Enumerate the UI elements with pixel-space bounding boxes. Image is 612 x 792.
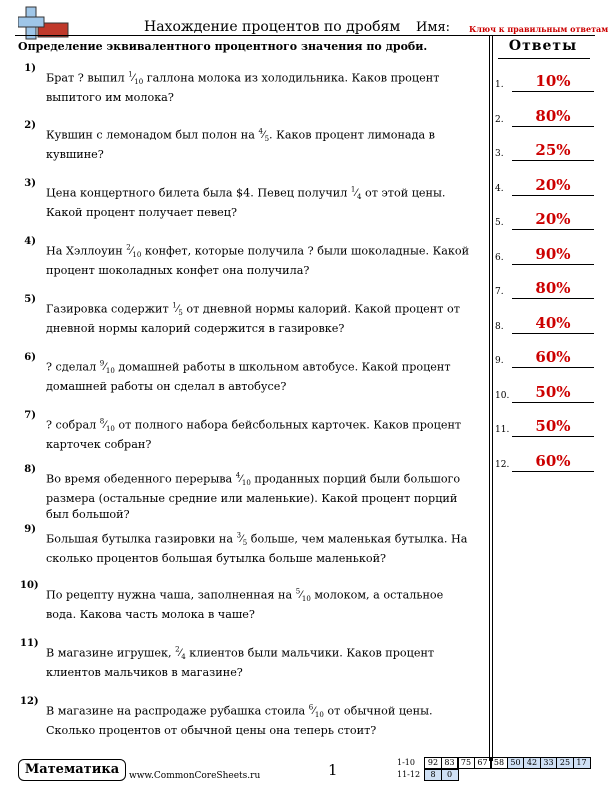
question-text-after: молоком, а остальное вода. Какова часть молока в чаше?	[46, 588, 444, 622]
question-number: 11)	[20, 638, 39, 649]
answer-value: 60%	[535, 348, 571, 366]
fraction-slash: ⁄	[313, 706, 315, 718]
question-number: 10)	[20, 580, 39, 591]
answer-line	[512, 367, 594, 368]
question-text	[46, 124, 476, 163]
fraction-denominator: 5	[178, 309, 183, 318]
fraction-denominator: 10	[314, 711, 324, 720]
answer-line	[512, 126, 594, 127]
answer-value: 10%	[535, 72, 571, 90]
score-cell: 50	[507, 757, 525, 769]
name-label: Имя:	[416, 20, 451, 35]
fraction	[172, 302, 183, 318]
answer-value: 60%	[535, 452, 571, 470]
question-text-after: домашней работы в школьном автобусе. Какой процент домашней работы он сделал в автобусе?	[46, 360, 451, 394]
question-text-before: В магазине игрушек,	[46, 646, 176, 660]
fraction-slash: ⁄	[130, 246, 133, 258]
fraction-slash: ⁄	[104, 420, 106, 432]
answer-line	[512, 229, 594, 230]
score-cell: 75	[457, 757, 475, 769]
answer-number: 6.	[495, 253, 504, 263]
fraction-denominator: 10	[241, 479, 251, 488]
fraction-denominator: 10	[132, 251, 142, 260]
question-text-after: больше, чем маленькая бутылка. На сколько процентов большая бутылка больше маленькой?	[46, 532, 468, 566]
fraction-slash: ⁄	[262, 130, 265, 142]
question-text	[46, 642, 476, 681]
question-text-before: ? собрал	[46, 418, 100, 432]
answer-value: 40%	[535, 314, 571, 332]
fraction-slash: ⁄	[241, 534, 243, 546]
question-text-after: конфет, которые получила ? были шоколадные. Какой процент шоколадных конфет она получила?	[46, 244, 470, 278]
fraction-slash: ⁄	[179, 648, 182, 660]
fraction	[175, 646, 186, 662]
fraction-denominator: 10	[301, 595, 311, 604]
question-text	[46, 584, 476, 623]
score-cell: 92	[424, 757, 442, 769]
question-text	[46, 700, 476, 739]
answer-number: 1.	[495, 80, 504, 90]
fraction-numerator: 8	[99, 418, 105, 426]
fraction-numerator: 1	[172, 302, 177, 310]
answer-line	[512, 195, 594, 196]
fraction-slash: ⁄	[104, 362, 106, 374]
score-cell: 25	[556, 757, 574, 769]
question-text-before: По рецепту нужна чаша, заполненная на	[46, 588, 296, 602]
score-cell: 83	[441, 757, 459, 769]
answer-value: 50%	[535, 417, 571, 435]
answer-value: 20%	[535, 176, 571, 194]
answer-line	[512, 91, 594, 92]
fraction	[236, 532, 248, 548]
answer-number: 4.	[495, 184, 504, 194]
score-cell: 58	[490, 757, 508, 769]
answer-line	[512, 160, 594, 161]
answer-number: 8.	[495, 322, 504, 332]
answer-value: 90%	[535, 245, 571, 263]
question-text	[46, 182, 476, 221]
fraction	[258, 128, 270, 144]
score-range-2: 11-12	[397, 770, 421, 779]
question-text-before: Кувшин с лемонадом был полон на	[46, 128, 259, 142]
answer-line	[512, 471, 594, 472]
fraction-slash: ⁄	[300, 590, 302, 602]
question-number: 2)	[24, 120, 36, 131]
fraction	[128, 71, 144, 87]
question-text	[46, 528, 476, 567]
question-number: 3)	[24, 178, 36, 189]
fraction-numerator: 2	[126, 244, 131, 252]
question-text	[46, 468, 476, 523]
question-text-before: На Хэллоуин	[46, 244, 127, 258]
fraction	[99, 418, 115, 434]
fraction-denominator: 10	[134, 78, 144, 87]
fraction-slash: ⁄	[355, 188, 357, 200]
question-text-before: Большая бутылка газировки на	[46, 532, 237, 546]
question-text-after: от обычной цены. Сколько процентов от обычной цены она теперь стоит?	[46, 704, 433, 738]
fraction-denominator: 4	[357, 193, 362, 202]
question-number: 1)	[24, 63, 36, 74]
answer-value: 80%	[535, 279, 571, 297]
answer-number: 5.	[495, 218, 504, 228]
score-cell: 42	[523, 757, 541, 769]
fraction-numerator: 9	[99, 360, 105, 368]
question-text-after: от дневной нормы калорий. Какой процент от дневной нормы калорий содержится в газировке?	[46, 302, 460, 336]
question-number: 8)	[24, 464, 36, 475]
question-text-before: ? сделал	[46, 360, 100, 374]
answer-line	[512, 264, 594, 265]
question-text-before: Во время обеденного перерыва	[46, 472, 236, 486]
answer-column-divider	[489, 35, 490, 761]
fraction-denominator: 5	[264, 135, 270, 144]
answer-number: 7.	[495, 287, 504, 297]
answer-column-divider-inner	[492, 35, 493, 761]
score-cell: 0	[441, 769, 459, 781]
answer-number: 11.	[495, 425, 510, 435]
name-value: Ключ к правильным ответам	[469, 24, 609, 34]
score-cell: 8	[424, 769, 442, 781]
question-text-before: Цена концертного билета была $4. Певец получил	[46, 186, 351, 200]
question-text	[46, 414, 476, 453]
fraction	[235, 472, 251, 488]
question-text-after: . Каков процент лимонада в кувшине?	[46, 128, 435, 162]
answer-value: 25%	[535, 141, 571, 159]
fraction-numerator: 3	[236, 532, 242, 540]
question-number: 6)	[24, 352, 36, 363]
score-cell: 17	[573, 757, 591, 769]
question-text-after: от этой цены. Какой процент получает певец?	[46, 186, 446, 220]
question-text	[46, 240, 476, 279]
answer-line	[512, 333, 594, 334]
question-number: 9)	[24, 524, 36, 535]
fraction	[295, 588, 311, 604]
question-number: 7)	[24, 410, 36, 421]
question-text	[46, 356, 476, 395]
fraction	[126, 244, 142, 260]
answer-number: 10.	[495, 391, 510, 401]
question-text-before: Брат ? выпил	[46, 71, 129, 85]
fraction-numerator: 1	[128, 71, 133, 79]
subject-badge: Математика	[18, 759, 126, 781]
question-text-before: В магазине на распродаже рубашка стоила	[46, 704, 309, 718]
fraction-numerator: 6	[308, 704, 314, 712]
answer-number: 9.	[495, 356, 504, 366]
question-text-after: галлона молока из холодильника. Каков процент выпитого им молока?	[46, 71, 440, 105]
fraction-denominator: 4	[181, 653, 186, 662]
fraction-slash: ⁄	[132, 73, 135, 85]
answer-number: 2.	[495, 115, 504, 125]
question-number: 4)	[24, 236, 36, 247]
fraction	[308, 704, 324, 720]
instructions: Определение эквивалентного процентного значения по дроби.	[18, 40, 428, 53]
answer-value: 20%	[535, 210, 571, 228]
question-text-after: от полного набора бейсбольных карточек. Каков процент карточек собран?	[46, 418, 462, 452]
fraction-numerator: 1	[350, 186, 356, 194]
fraction-numerator: 4	[235, 472, 241, 480]
question-number: 12)	[20, 696, 39, 707]
question-number: 5)	[24, 294, 36, 305]
page-title: Нахождение процентов по дробям	[144, 19, 401, 35]
question-text-after: клиентов были мальчики. Каков процент клиентов мальчиков в магазине?	[46, 646, 435, 680]
fraction-slash: ⁄	[176, 304, 179, 316]
fraction	[350, 186, 362, 202]
fraction-numerator: 5	[295, 588, 301, 596]
answer-value: 50%	[535, 383, 571, 401]
answer-number: 12.	[495, 460, 510, 470]
score-range-1: 1-10	[397, 758, 415, 767]
answer-line	[512, 436, 594, 437]
answer-line	[512, 298, 594, 299]
question-text-after: проданных порций были большого размера (остальные средние или маленькие). Какой процент порций был большой?	[46, 472, 461, 522]
fraction-numerator: 2	[175, 646, 180, 654]
fraction-numerator: 4	[258, 128, 263, 136]
fraction-denominator: 10	[105, 425, 115, 434]
fraction	[99, 360, 115, 376]
score-cell: 33	[540, 757, 558, 769]
score-cell: 67	[474, 757, 492, 769]
question-text-before: Газировка содержит	[46, 302, 173, 316]
answer-number: 3.	[495, 149, 504, 159]
page-number: 1	[328, 761, 338, 779]
answer-value: 80%	[535, 107, 571, 125]
question-text	[46, 67, 476, 106]
fraction-denominator: 10	[105, 367, 115, 376]
site-url: www.CommonCoreSheets.ru	[129, 771, 261, 781]
fraction-slash: ⁄	[240, 474, 242, 486]
header-divider	[15, 35, 595, 36]
question-text	[46, 298, 476, 337]
answer-line	[512, 402, 594, 403]
fraction-denominator: 5	[242, 539, 248, 548]
answers-title: Ответы	[508, 38, 578, 54]
answers-title-underline	[498, 58, 590, 59]
